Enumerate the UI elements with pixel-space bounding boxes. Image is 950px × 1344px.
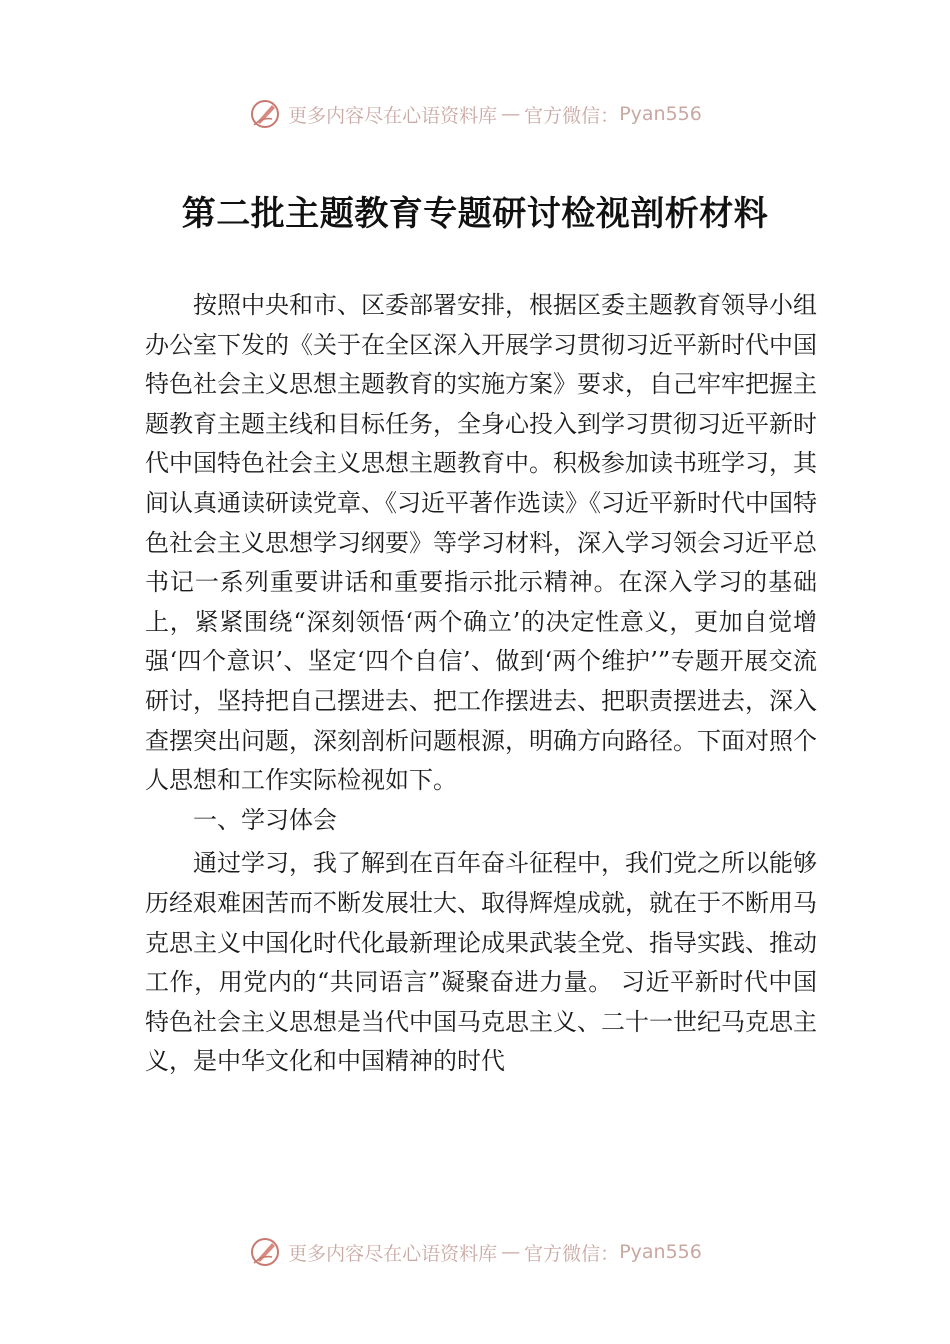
quill-seal-icon [248, 1235, 282, 1269]
paragraph-study: 通过学习，我了解到在百年奋斗征程中，我们党之所以能够历经艰难困苦而不断发展壮大、取得辉煌成就，就在于不断用马克思主义中国化时代化最新理论成果武装全党、指导实践、推动工作，用党内的“共同语言”凝聚奋进力量。 习近平新时代中国特色社会主义思想是当代中国马克思主义、二十一世纪马克思主义，是中华文化和中国精神的时代 [145, 849, 817, 1076]
watermark-dash: — [501, 1241, 521, 1263]
watermark-wechat-label: 官方微信： [524, 104, 620, 127]
watermark-wechat-id: Pyan556 [619, 1241, 702, 1263]
watermark-dash: — [501, 103, 521, 125]
watermark-text: 更多内容尽在心语资料库 [288, 104, 498, 127]
watermark-wechat-label: 官方微信： [524, 1242, 620, 1265]
quill-seal-icon [248, 97, 282, 131]
watermark-text: 更多内容尽在心语资料库 [288, 1242, 498, 1265]
document-title: 第二批主题教育专题研讨检视剖析材料 [181, 194, 769, 234]
section-heading: 一、学习体会 [193, 805, 337, 834]
document-body [145, 286, 817, 1082]
watermark-footer [0, 1232, 950, 1272]
watermark-header [0, 94, 950, 134]
watermark-wechat-id: Pyan556 [619, 103, 702, 125]
paragraph-intro: 按照中央和市、区委部署安排，根据区委主题教育领导小组办公室下发的《关于在全区深入开展学习贯彻习近平新时代中国特色社会主义思想主题教育的实施方案》要求，自己牢牢把握主题教育主题主线和目标任务，全身心投入到学习贯彻习近平新时代中国特色社会主义思想主题教育中。积极参加读书班学习，其间认真通读研读党章、《习近平著作选读》《习近平新时代中国特色社会主义思想学习纲要》等学习材料，深入学习领会习近平总书记一系列重要讲话和重要指示批示精神。在深入学习的基础上，紧紧围绕“深刻领悟‘两个确立’的决定性意义，更加自觉增强‘四个意识’、坚定‘四个自信’、做到‘两个维护’”专题开展交流研讨，坚持把自己摆进去、把工作摆进去、把职责摆进去，深入查摆突出问题，深刻剖析问题根源，明确方向路径。下面对照个人思想和工作实际检视如下。 [145, 291, 817, 795]
